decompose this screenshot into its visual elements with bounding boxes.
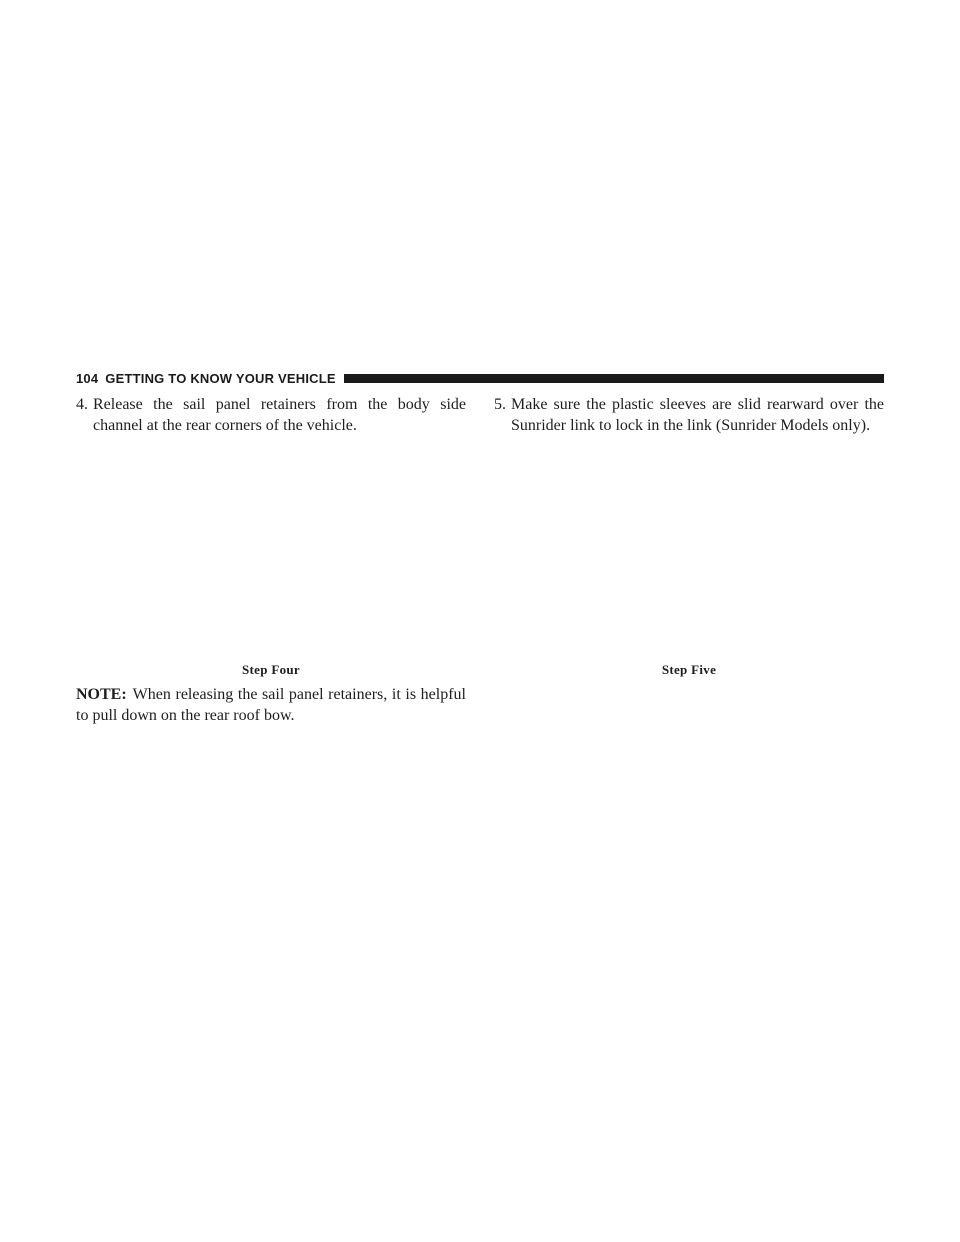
step-number: 4. — [76, 396, 88, 413]
step-five — [494, 394, 884, 436]
page-number: 104 — [76, 370, 99, 386]
figure-caption-step-four: Step Four — [242, 662, 300, 677]
figure-caption-step-five: Step Five — [661, 662, 717, 677]
header-rule — [344, 374, 884, 383]
note-text: When releasing the sail panel retainers, it is helpful to pull down on the rear roof bow. — [76, 686, 466, 724]
step-text: Make sure the plastic sleeves are slid rearward over the Sunrider link to lock in the link (Sunrider Models only). — [511, 396, 884, 434]
step-number: 5. — [494, 396, 506, 413]
section-title: GETTING TO KNOW YOUR VEHICLE — [105, 370, 336, 386]
note-label: NOTE: — [76, 686, 127, 703]
right-column — [494, 394, 884, 436]
running-header — [76, 369, 884, 387]
step-text: Release the sail panel retainers from the body side channel at the rear corners of the vehicle. — [93, 396, 466, 434]
left-column — [76, 394, 466, 436]
note — [76, 684, 466, 726]
step-four — [76, 394, 466, 436]
